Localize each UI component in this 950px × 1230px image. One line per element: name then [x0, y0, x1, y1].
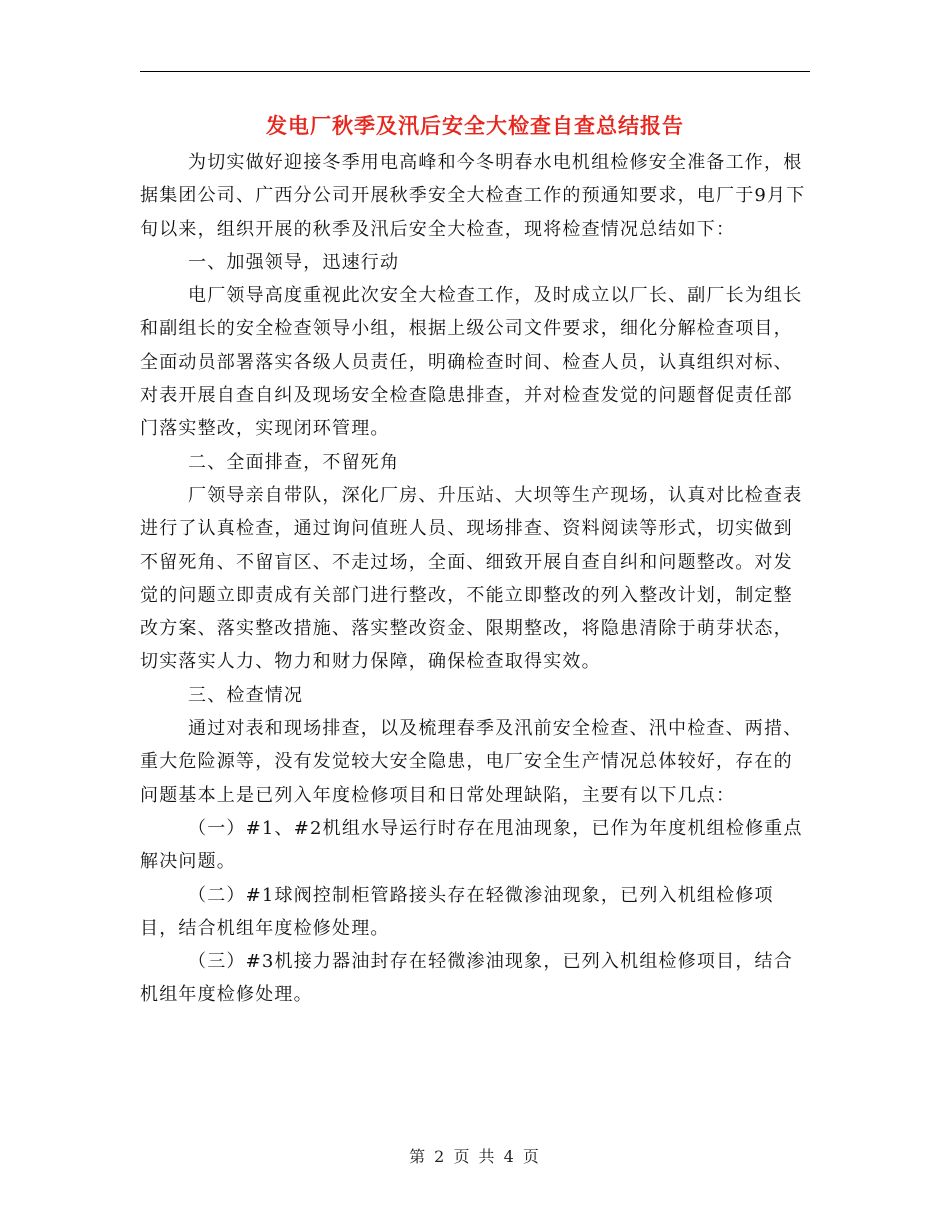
- document-title: 发电厂秋季及汛后安全大检查自查总结报告: [266, 113, 684, 138]
- header-rule: [140, 71, 810, 72]
- section-heading-1: 一、加强领导，迅速行动: [188, 251, 400, 273]
- paragraph-section-2: 厂领导亲自带队，深化厂房、升压站、大坝等生产现场，认真对比检查表进行了认真检查，通过询问值班人员、现场排查、资料阅读等形式，切实做到不留死角、不留盲区、不走过场，全面、细致开展自查自纠和问题整改。对发觉的问题立即责成有关部门进行整改，不能立即整改的列入整改计划，制定整改方案、落实整改措施、落实整改资金、限期整改，将隐患清除于萌芽状态，切实落实人力、物力和财力保障，确保检查取得实效。: [140, 484, 803, 673]
- list-item-1: （一）#1、#2机组水导运行时存在甩油现象，已作为年度机组检修重点解决问题。: [140, 817, 803, 873]
- document-body: [140, 146, 810, 1012]
- section-heading-2: 二、全面排查，不留死角: [188, 451, 400, 473]
- paragraph-section-1: 电厂领导高度重视此次安全大检查工作，及时成立以厂长、副厂长为组长和副组长的安全检查领导小组，根据上级公司文件要求，细化分解检查项目，全面动员部署落实各级人员责任，明确检查时间、检查人员，认真组织对标、对表开展自查自纠及现场安全检查隐患排查，并对检查发觉的问题督促责任部门落实整改，实现闭环管理。: [140, 285, 803, 440]
- list-item-3: （三）#3机接力器油封存在轻微渗油现象，已列入机组检修项目，结合机组年度检修处理。: [140, 951, 793, 1006]
- list-item-2: （二）#1球阀控制柜管路接头存在轻微渗油现象，已列入机组检修项目，结合机组年度检修处理。: [140, 884, 774, 939]
- paragraph-intro: 为切实做好迎接冬季用电高峰和今冬明春水电机组检修安全准备工作，根据集团公司、广西分公司开展秋季安全大检查工作的预通知要求，电厂于9月下旬以来，组织开展的秋季及汛后安全大检查，现将检查情况总结如下：: [140, 152, 806, 240]
- section-heading-3: 三、检查情况: [188, 684, 304, 706]
- paragraph-section-3: 通过对表和现场排查，以及梳理春季及汛前安全检查、汛中检查、两措、重大危险源等，没有发觉较大安全隐患，电厂安全生产情况总体较好，存在的问题基本上是已列入年度检修项目和日常处理缺陷，主要有以下几点：: [140, 718, 803, 806]
- page-number: 第 2 页 共 4 页: [409, 1147, 541, 1166]
